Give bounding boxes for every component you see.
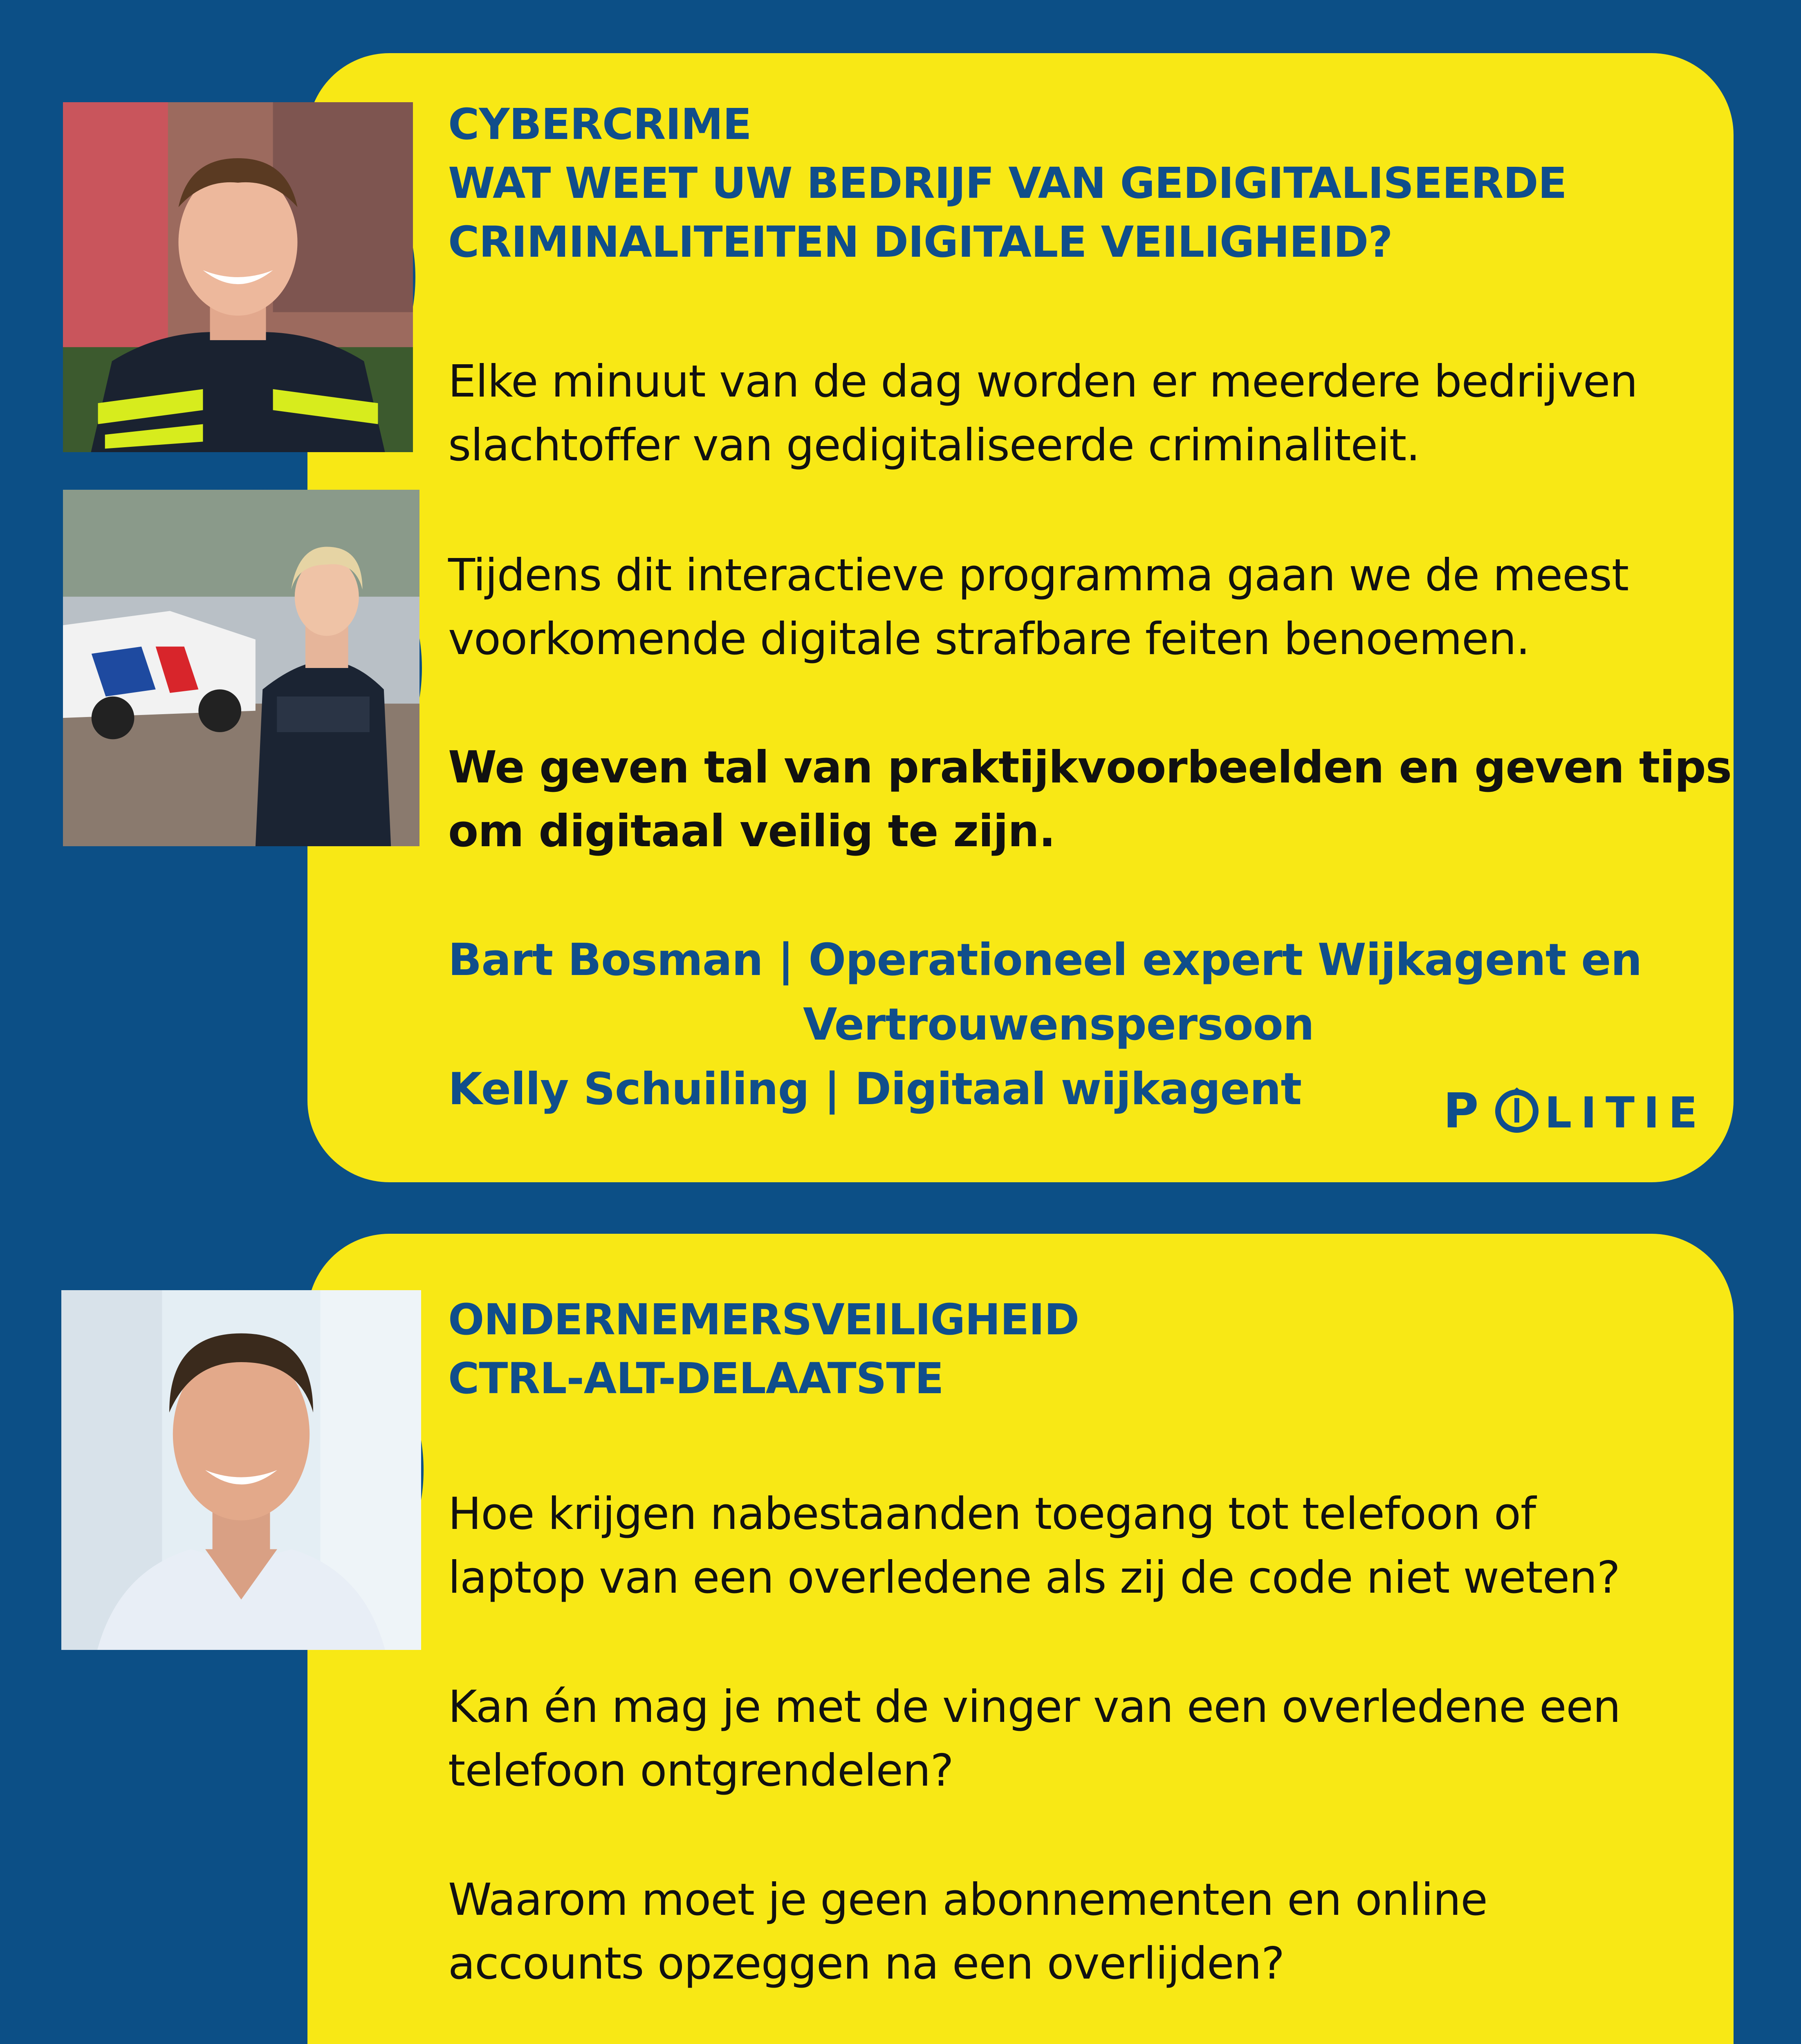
heading-line: CTRL-ALT-DELAATSTE: [448, 1354, 944, 1403]
ondernemers-paragraph-1: [448, 1482, 1620, 1610]
officer-kelly-photo: [61, 487, 422, 849]
speaker-line: Kelly Schuiling | Digitaal wijkagent: [448, 1064, 1302, 1115]
politie-logo: [1443, 1079, 1707, 1141]
paragraph-line: Waarom moet je geen abonnementen en online: [448, 1874, 1487, 1925]
cybercrime-paragraph-2: [448, 544, 1628, 671]
paragraph-line: Hoe krijgen nabestaanden toegang tot telefoon of: [448, 1488, 1536, 1540]
paragraph-line: laptop van een overledene als zij de code niet weten?: [448, 1552, 1620, 1603]
paragraph-line: slachtoffer van gedigitaliseerde criminaliteit.: [448, 420, 1420, 471]
heading-line: CYBERCRIME: [448, 99, 751, 149]
paragraph-line: om digitaal veilig te zijn.: [448, 806, 1055, 857]
heading-line: ONDERNEMERSVEILIGHEID: [448, 1295, 1079, 1345]
officer-bart-photo: [61, 100, 415, 455]
paragraph-line: Tijdens dit interactieve programma gaan we de meest: [448, 550, 1629, 601]
speaker-line: Bart Bosman | Operationeel expert Wijkagent en: [448, 935, 1642, 986]
ondernemers-heading: [448, 1290, 1079, 1408]
cybercrime-paragraph-3: [448, 736, 1731, 863]
heading-line: WAT WEET UW BEDRIJF VAN GEDIGITALISEERDE: [448, 158, 1567, 208]
cybercrime-heading: [448, 95, 1567, 271]
politie-logo-text: LITIE: [1545, 1088, 1707, 1138]
svg-text:P: P: [1443, 1083, 1479, 1139]
ondernemers-paragraph-3: [448, 1868, 1487, 1996]
paragraph-line: Kan én mag je met de vinger van een overledene een: [448, 1681, 1621, 1732]
paragraph-line: We geven tal van praktijkvoorbeelden en geven tips: [448, 742, 1732, 793]
paragraph-line: Elke minuut van de dag worden er meerdere bedrijven: [448, 356, 1637, 407]
sander-photo: [59, 1288, 424, 1652]
paragraph-line: voorkomende digitale strafbare feiten benoemen.: [448, 614, 1530, 665]
paragraph-line: telefoon ontgrendelen?: [448, 1745, 953, 1796]
speaker-line: Vertrouwenspersoon: [803, 999, 1314, 1050]
cybercrime-paragraph-1: [448, 350, 1637, 477]
ondernemers-paragraph-2: [448, 1675, 1620, 1803]
paragraph-line: accounts opzeggen na een overlijden?: [448, 1938, 1285, 1989]
heading-line: CRIMINALITEITEN DIGITALE VEILIGHEID?: [448, 217, 1393, 267]
